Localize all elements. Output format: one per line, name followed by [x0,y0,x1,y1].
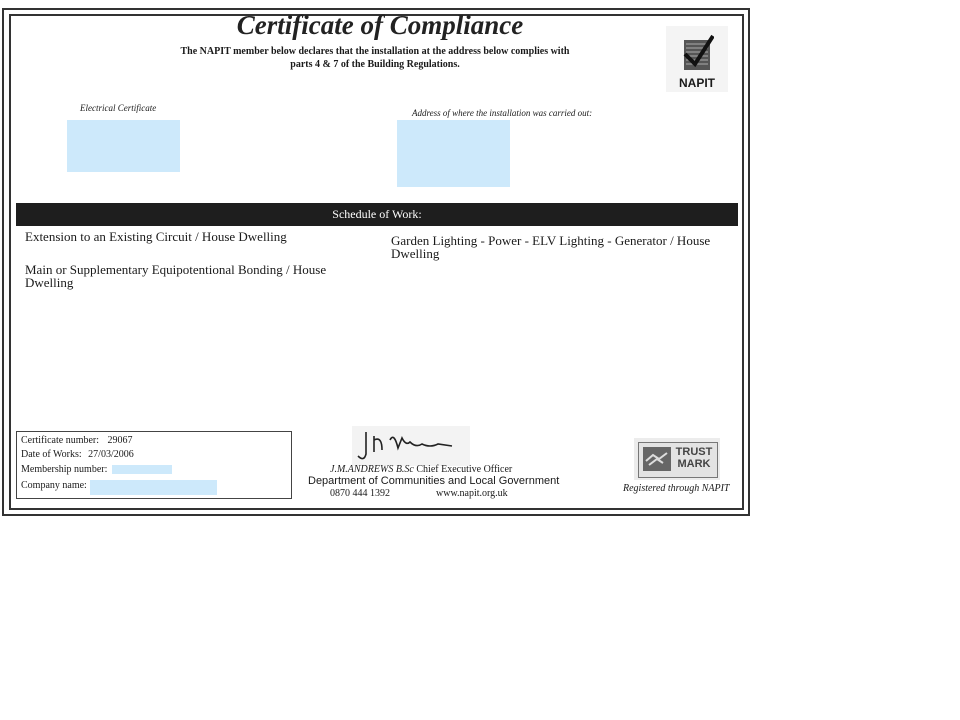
membership-number-row [21,464,107,475]
declaration-line-1: The NAPIT member below declares that the installation at the address below complies with [180,46,570,57]
trustmark-line-2: MARK [677,458,711,470]
certificate-number-value: 29067 [107,435,133,446]
declaration-line-2: parts 4 & 7 of the Building Regulations. [290,59,460,70]
department-name: Department of Communities and Local Government [308,475,560,487]
napit-tick-icon [680,34,714,72]
declaration-text [150,45,600,71]
signatory-line [330,464,512,475]
napit-logo [666,26,728,92]
signature-image [352,426,470,466]
signatory-name: J.M.ANDREWS B.Sc [330,464,414,475]
work-item-left-1: Extension to an Existing Circuit / House Dwelling [25,229,287,244]
registered-through-text: Registered through NAPIT [623,483,730,494]
electrical-certificate-label: Electrical Certificate [80,103,157,113]
redacted-membership-number [112,465,172,474]
membership-number-label: Membership number: [21,464,108,475]
trustmark-plate [638,442,718,478]
work-item-left-2: Main or Supplementary Equipotentional Bonding / House Dwelling [25,262,327,290]
redacted-company-name [90,480,217,495]
certificate-details-box [16,431,292,499]
company-name-row [21,480,87,491]
schedule-of-work-heading: Schedule of Work: [16,203,738,226]
trustmark-text [673,446,715,470]
redacted-certificate-details [67,120,180,172]
date-of-works-value: 27/03/2006 [88,449,134,460]
contact-website: www.napit.org.uk [436,488,508,499]
certificate-title: Certificate of Compliance [236,10,524,40]
trustmark-line-1: TRUST [675,446,713,458]
address-label: Address of where the installation was carried out: [412,108,593,118]
certificate-number-label: Certificate number: [21,435,100,446]
signatory-role: Chief Executive Officer [416,464,513,475]
redacted-address [397,120,510,187]
signature-scribble [352,426,470,466]
certificate-number-row [21,435,133,446]
trustmark-logo [634,438,720,480]
work-item-right-1: Garden Lighting - Power - ELV Lighting - Generator / House Dwelling [391,233,711,261]
handshake-icon [643,447,671,471]
napit-logo-text: NAPIT [679,76,715,90]
company-name-label: Company name: [21,480,87,491]
contact-phone: 0870 444 1392 [330,488,390,499]
date-of-works-row [21,449,134,460]
date-of-works-label: Date of Works: [21,449,82,460]
